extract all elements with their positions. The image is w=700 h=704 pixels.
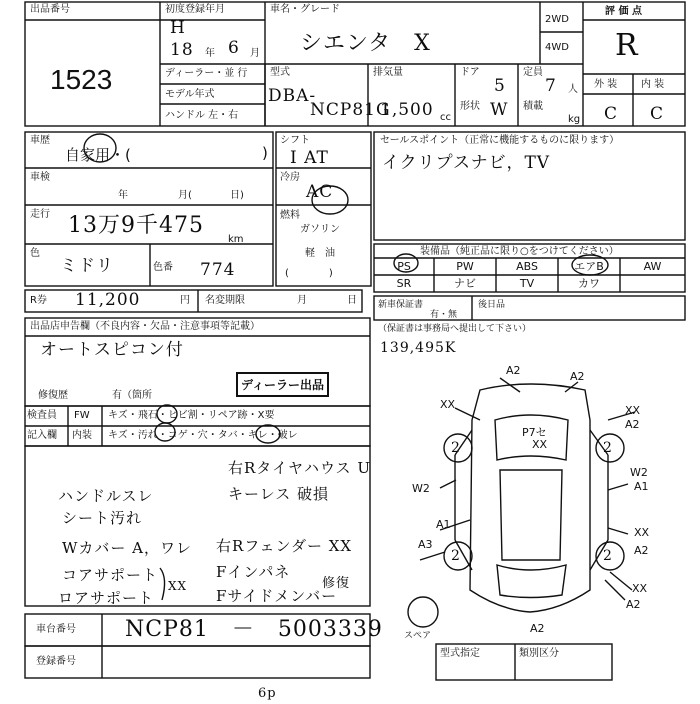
mark-w2-right: W2 bbox=[630, 466, 648, 479]
mileage-unit: km bbox=[228, 234, 244, 245]
door-label: ドア bbox=[460, 67, 480, 78]
wd2-label: 2WD bbox=[545, 14, 569, 25]
history-label: 車歴 bbox=[30, 135, 50, 146]
mileage-value: 13万9千475 bbox=[68, 213, 204, 238]
name-change-day: 日 bbox=[347, 295, 357, 306]
exterior-value: C bbox=[604, 104, 619, 124]
mark-xx-front-left: XX bbox=[440, 398, 456, 411]
tire-rr: 2 bbox=[603, 548, 613, 564]
note-right-5: Fサイドメンバー bbox=[216, 587, 338, 605]
inspection-year: 年 bbox=[118, 190, 128, 201]
note-left-4: コアサポート bbox=[62, 566, 159, 584]
tire-fl: 2 bbox=[451, 440, 461, 456]
type-spec-label: 型式指定 bbox=[440, 648, 480, 659]
mark-a2-rear: A2 bbox=[530, 622, 545, 635]
inspection-day: 日) bbox=[230, 190, 244, 201]
writer-label: 記入欄 bbox=[27, 430, 57, 441]
displacement-unit: cc bbox=[440, 112, 451, 123]
shape-label: 形状 bbox=[460, 101, 480, 112]
recycle-label: R券 bbox=[30, 295, 47, 306]
eval-value: R bbox=[615, 28, 639, 63]
name-label: 車名・グレード bbox=[270, 4, 340, 15]
displacement-value: 1,500 bbox=[380, 100, 434, 120]
registration-label: 登録番号 bbox=[36, 656, 76, 667]
warranty-value: 有・無 bbox=[430, 310, 458, 320]
reg-month: 6 bbox=[228, 38, 240, 58]
warranty-note: （保証書は事務局へ提出して下さい） bbox=[378, 324, 532, 334]
interior-row-items: キズ・汚れ・コゲ・穴・タバ・キレ・破レ bbox=[108, 430, 298, 441]
equip-aw: AW bbox=[643, 260, 662, 273]
mark-xx-front-right: XX bbox=[625, 404, 641, 417]
inspection-label: 車検 bbox=[30, 172, 50, 183]
shape-value: W bbox=[490, 100, 509, 120]
name-value: シエンタ X bbox=[300, 31, 431, 56]
warranty-label: 新車保証書 bbox=[378, 300, 424, 310]
first-reg-label: 初度登録年月 bbox=[165, 4, 225, 15]
chassis-value: NCP81 － 5003339 bbox=[125, 617, 383, 642]
fw-items: キズ・飛石・ヒビ割・リペア跡・X要 bbox=[108, 410, 275, 421]
note-left-2: シート汚れ bbox=[62, 509, 143, 527]
type-value-prefix: DBA- bbox=[268, 86, 317, 106]
tire-rl: 2 bbox=[451, 548, 461, 564]
note-xx: XX bbox=[168, 579, 188, 593]
category-label: 類別区分 bbox=[519, 648, 559, 659]
mark-xx-center: XX bbox=[532, 438, 548, 451]
note-left-1: ハンドルスレ bbox=[58, 487, 154, 505]
note-left-5: ロアサポート bbox=[58, 589, 155, 607]
mark-xx-rear-right: XX bbox=[634, 526, 650, 539]
shift-value: I AT bbox=[290, 148, 329, 168]
note-right-4: Fインパネ bbox=[216, 563, 291, 581]
note-right-1: 右Rタイヤハウス U bbox=[228, 459, 371, 477]
load-unit: kg bbox=[568, 114, 581, 125]
equip-abs: ABS bbox=[516, 260, 538, 273]
equip-leather: カワ bbox=[578, 277, 600, 290]
load-label: 積載 bbox=[523, 101, 543, 112]
era: H bbox=[170, 18, 186, 38]
ac-value: AC bbox=[306, 182, 334, 202]
type-label: 型式 bbox=[270, 67, 290, 78]
bottom-mark: 6p bbox=[258, 686, 277, 701]
mark-a1-left: A1 bbox=[436, 518, 451, 531]
mark-a2-rear-right: A2 bbox=[634, 544, 649, 557]
lot-label: 出品番号 bbox=[30, 4, 70, 15]
tire-fr: 2 bbox=[603, 440, 613, 456]
mark-a1-right: A1 bbox=[634, 480, 649, 493]
inspector-label: 検査員 bbox=[27, 410, 57, 421]
door-value: 5 bbox=[494, 76, 506, 96]
mark-a2-top-left: A2 bbox=[506, 364, 521, 377]
equip-sr: SR bbox=[396, 277, 412, 290]
mileage-label: 走行 bbox=[30, 209, 50, 220]
mark-a2-front-right: A2 bbox=[625, 418, 640, 431]
color-label: 色 bbox=[30, 248, 40, 259]
dealer-badge: ディーラー出品 bbox=[236, 372, 329, 397]
equip-pw: PW bbox=[456, 260, 474, 273]
exterior-label: 外 装 bbox=[594, 79, 618, 90]
fuel-petrol: ガソリン bbox=[300, 224, 340, 235]
recycle-value: 11,200 bbox=[75, 290, 141, 310]
equip-airbag: エアB bbox=[574, 260, 604, 273]
chassis-label: 車台番号 bbox=[36, 624, 76, 635]
selling-point-value: イクリプスナビ，TV bbox=[382, 153, 551, 173]
mark-w2-left: W2 bbox=[412, 482, 430, 495]
mark-xx-rear-corner: XX bbox=[632, 582, 648, 595]
mark-p7: P7セ bbox=[522, 426, 547, 439]
interior-label: 内 装 bbox=[641, 79, 665, 90]
fuel-label: 燃料 bbox=[280, 210, 300, 221]
reg-year: 18 bbox=[170, 40, 194, 60]
mark-a2-top-right: A2 bbox=[570, 370, 585, 383]
equip-tv: TV bbox=[519, 277, 535, 290]
spare-label: スペア bbox=[404, 631, 432, 641]
note-right-2: キーレス 破損 bbox=[228, 485, 330, 503]
fuel-paren: ( ) bbox=[285, 268, 333, 279]
interior-value: C bbox=[650, 104, 665, 124]
lot-number: 1523 bbox=[50, 64, 113, 95]
model-year-label: モデル年式 bbox=[165, 89, 215, 100]
color-code-label: 色番 bbox=[153, 262, 173, 273]
report-note: オートスピコン付 bbox=[40, 340, 184, 360]
equipment-label: 装備品（純正品に限り○をつけてください） bbox=[420, 246, 619, 257]
dealer-import-label: ディーラー・並 行 bbox=[165, 68, 248, 79]
reg-month-unit: 月 bbox=[250, 48, 260, 59]
name-change-label: 名変期限 bbox=[205, 295, 245, 306]
note-left-3: Wカバー A，ワレ bbox=[62, 539, 193, 557]
eval-label: 評 価 点 bbox=[605, 6, 642, 17]
capacity-unit: 人 bbox=[568, 84, 578, 95]
wd4-label: 4WD bbox=[545, 42, 569, 53]
repair-value: 有（箇所 bbox=[112, 390, 152, 401]
mark-a2-rear-corner: A2 bbox=[626, 598, 641, 611]
shift-label: シフト bbox=[280, 135, 310, 146]
history-value: 自家用・( bbox=[65, 146, 131, 164]
mark-a3-left: A3 bbox=[418, 538, 433, 551]
handle-label: ハンドル 左・右 bbox=[165, 110, 239, 121]
type-value-code: NCP81G bbox=[310, 100, 391, 120]
interior-row-label: 内装 bbox=[72, 430, 92, 441]
recycle-yen: 円 bbox=[180, 295, 190, 306]
color-value: ミドリ bbox=[60, 256, 114, 276]
note-right-3: 右Rフェンダー XX bbox=[216, 537, 353, 555]
color-code-value: 774 bbox=[200, 260, 236, 280]
equip-ps: PS bbox=[397, 260, 411, 273]
warranty-handwritten: 139,495K bbox=[380, 340, 457, 356]
fuel-diesel: 軽 油 bbox=[305, 248, 335, 259]
repair-label: 修復歴 bbox=[38, 390, 68, 401]
capacity-label: 定員 bbox=[523, 67, 543, 78]
capacity-value: 7 bbox=[545, 76, 557, 96]
equip-navi: ナビ bbox=[454, 277, 476, 290]
fw-label: FW bbox=[74, 410, 90, 421]
report-label: 出品店申告欄（不良内容・欠品・注意事項等記載） bbox=[30, 321, 260, 332]
name-change-month: 月 bbox=[297, 295, 307, 306]
displacement-label: 排気量 bbox=[373, 67, 403, 78]
ac-label: 冷房 bbox=[280, 172, 300, 183]
inspection-month: 月( bbox=[178, 190, 192, 201]
after-item-label: 後日品 bbox=[478, 300, 506, 310]
reg-year-unit: 年 bbox=[205, 48, 215, 59]
selling-point-label: セールスポイント（正常に機能するものに限ります） bbox=[380, 135, 620, 146]
note-repair-mark: 修復 bbox=[322, 576, 351, 591]
